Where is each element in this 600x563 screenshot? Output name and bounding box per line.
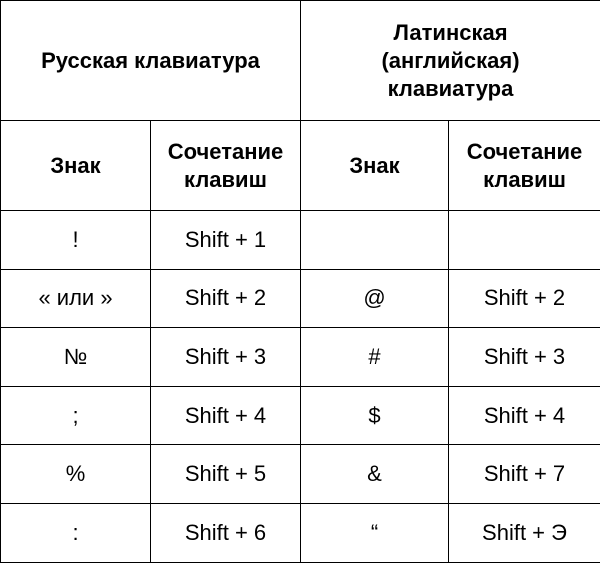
en-sign-cell — [301, 211, 449, 270]
group-header-row — [1, 1, 600, 121]
ru-sign-header — [1, 121, 151, 211]
ru-combo-cell: Shift + 6 — [151, 503, 301, 562]
en-combo-cell: Shift + 7 — [449, 445, 600, 504]
ru-sign-cell: № — [1, 328, 151, 387]
en-combo-cell: Shift + 4 — [449, 386, 600, 445]
latin-keyboard-title-line3: клавиатура — [388, 76, 514, 101]
ru-sign-header-label: Знак — [50, 153, 100, 178]
ru-combo-cell: Shift + 1 — [151, 211, 301, 270]
en-combo-cell — [449, 211, 600, 270]
ru-sign-cell: % — [1, 445, 151, 504]
ru-sign-cell: ; — [1, 386, 151, 445]
ru-combo-cell: Shift + 3 — [151, 328, 301, 387]
ru-combo-cell: Shift + 5 — [151, 445, 301, 504]
ru-sign-cell: : — [1, 503, 151, 562]
russian-keyboard-title: Русская клавиатура — [41, 48, 260, 73]
en-combo-header-line2: клавиш — [483, 167, 566, 192]
ru-sign-cell: ! — [1, 211, 151, 270]
en-sign-cell: “ — [301, 503, 449, 562]
ru-combo-cell: Shift + 4 — [151, 386, 301, 445]
latin-keyboard-header — [301, 1, 600, 121]
latin-keyboard-title-line2: (английская) — [381, 48, 519, 73]
russian-keyboard-header — [1, 1, 301, 121]
ru-sign-cell: « или » — [1, 269, 151, 328]
en-sign-cell: & — [301, 445, 449, 504]
en-combo-cell: Shift + 2 — [449, 269, 600, 328]
en-combo-cell: Shift + 3 — [449, 328, 600, 387]
en-sign-header — [301, 121, 449, 211]
en-combo-header-line1: Сочетание — [467, 139, 583, 164]
table-row — [1, 269, 600, 328]
table-row — [1, 503, 600, 562]
column-header-row — [1, 121, 600, 211]
en-combo-cell: Shift + Э — [449, 503, 600, 562]
table-row — [1, 386, 600, 445]
ru-combo-header-line1: Сочетание — [168, 139, 284, 164]
ru-combo-header — [151, 121, 301, 211]
en-combo-header — [449, 121, 600, 211]
ru-combo-cell: Shift + 2 — [151, 269, 301, 328]
en-sign-cell: $ — [301, 386, 449, 445]
ru-combo-header-line2: клавиш — [184, 167, 267, 192]
latin-keyboard-title-line1: Латинская — [393, 20, 507, 45]
table-row — [1, 211, 600, 270]
en-sign-header-label: Знак — [349, 153, 399, 178]
table-row — [1, 328, 600, 387]
table-row — [1, 445, 600, 504]
en-sign-cell: # — [301, 328, 449, 387]
en-sign-cell: @ — [301, 269, 449, 328]
